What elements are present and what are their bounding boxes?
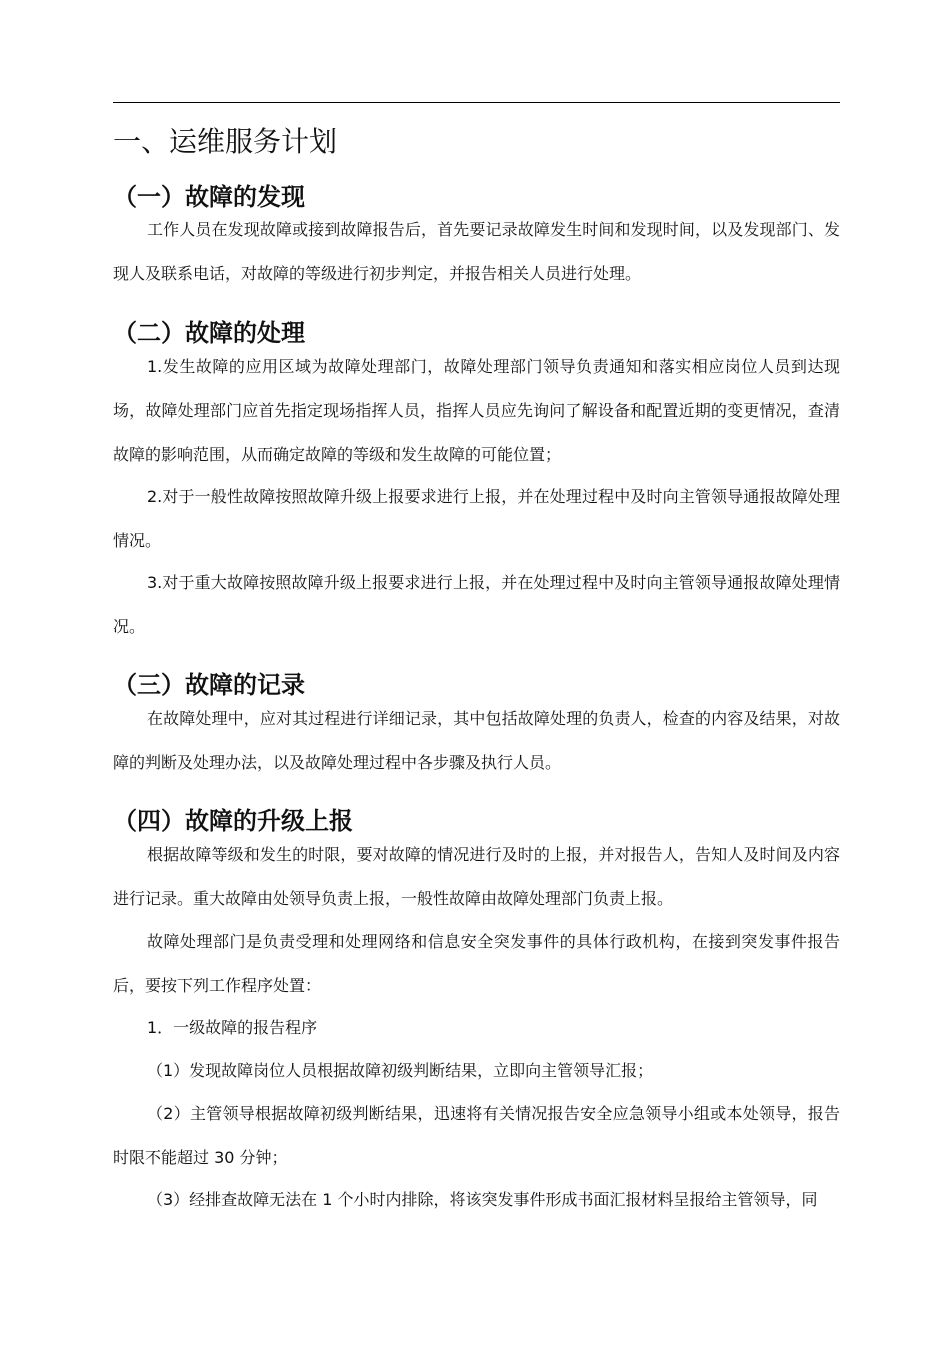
paragraph-escalation-6: （3）经排查故障无法在 1 个小时内排除，将该突发事件形成书面汇报材料呈报给主管领导，同 — [147, 1190, 818, 1209]
paragraph-fault-handling-3: 3.对于重大故障按照故障升级上报要求进行上报，并在处理过程中及时向主管领导通报故障处理情况。 — [113, 573, 840, 636]
section-title: 一、运维服务计划 — [113, 124, 338, 158]
paragraph-fault-handling-1: 1.发生故障的应用区域为故障处理部门，故障处理部门领导负责通知和落实相应岗位人员到达现场，故障处理部门应首先指定现场指挥人员，指挥人员应先询问了解设备和配置近期的变更情况，查清故障的影响范围，从而确定故障的等级和发生故障的可能位置； — [113, 357, 840, 464]
paragraph-escalation-3: 1．一级故障的报告程序 — [147, 1018, 318, 1037]
paragraph-escalation-1: 根据故障等级和发生的时限，要对故障的情况进行及时的上报，并对报告人，告知人及时间及内容进行记录。重大故障由处领导负责上报，一般性故障由故障处理部门负责上报。 — [113, 845, 840, 908]
paragraph-fault-discovery: 工作人员在发现故障或接到故障报告后，首先要记录故障发生时间和发现时间，以及发现部门、发现人及联系电话，对故障的等级进行初步判定，并报告相关人员进行处理。 — [113, 220, 840, 283]
paragraph-escalation-4: （1）发现故障岗位人员根据故障初级判断结果，立即向主管领导汇报； — [147, 1061, 654, 1080]
paragraph-fault-handling-2: 2.对于一般性故障按照故障升级上报要求进行上报，并在处理过程中及时向主管领导通报故障处理情况。 — [113, 487, 840, 550]
header-rule — [113, 102, 840, 103]
heading-fault-record: （三）故障的记录 — [113, 669, 305, 699]
paragraph-fault-record: 在故障处理中，应对其过程进行详细记录，其中包括故障处理的负责人，检查的内容及结果，对故障的判断及处理办法，以及故障处理过程中各步骤及执行人员。 — [113, 709, 840, 772]
heading-fault-discovery: （一）故障的发现 — [113, 181, 305, 211]
heading-fault-escalation: （四）故障的升级上报 — [113, 805, 353, 835]
paragraph-escalation-2: 故障处理部门是负责受理和处理网络和信息安全突发事件的具体行政机构，在接到突发事件报告后，要按下列工作程序处置： — [113, 932, 840, 995]
heading-fault-handling: （二）故障的处理 — [113, 317, 305, 347]
paragraph-escalation-5: （2）主管领导根据故障初级判断结果，迅速将有关情况报告安全应急领导小组或本处领导，报告时限不能超过 30 分钟； — [113, 1104, 840, 1167]
